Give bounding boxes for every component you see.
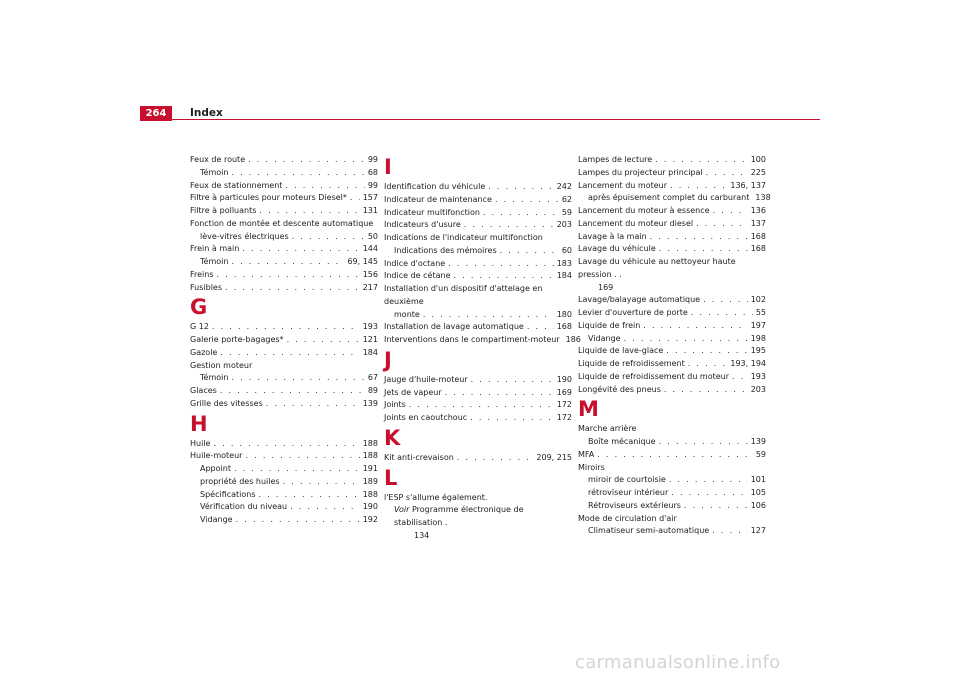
index-entry xyxy=(384,207,572,220)
entry-text: Témoin xyxy=(200,373,229,383)
index-entry xyxy=(578,384,766,397)
index-subentry xyxy=(578,474,766,487)
index-entry xyxy=(578,307,766,320)
entry-dots xyxy=(213,438,359,451)
entry-text: Climatiseur semi-automatique xyxy=(588,526,710,536)
index-entry xyxy=(384,321,572,334)
entry-page[interactable]: 193 xyxy=(362,322,378,332)
entry-dots xyxy=(471,374,554,387)
entry-page[interactable]: 198 xyxy=(750,333,766,343)
index-entry xyxy=(190,385,378,398)
entry-dots xyxy=(713,205,748,218)
entry-dots xyxy=(259,205,359,218)
entry-text: Jauge d'huile-moteur xyxy=(384,374,468,384)
entry-page[interactable]: 100 xyxy=(750,155,766,164)
index-entry xyxy=(190,154,378,167)
index-entry xyxy=(578,218,766,231)
entry-dots: . xyxy=(442,518,448,527)
entry-page[interactable]: 188 xyxy=(362,451,378,461)
index-entry xyxy=(190,398,378,411)
index-entry xyxy=(384,219,572,232)
index-entry-see xyxy=(384,504,572,542)
index-entry xyxy=(384,452,572,465)
index-entry xyxy=(578,358,766,371)
entry-text: Vidange xyxy=(588,333,621,343)
entry-text: Lancement du moteur diesel xyxy=(578,218,694,228)
entry-dots xyxy=(691,307,753,320)
entry-page[interactable]: 203 xyxy=(556,220,572,230)
index-subentry xyxy=(190,476,378,489)
entry-dots xyxy=(483,207,559,220)
index-column-2 xyxy=(384,154,581,543)
entry-page[interactable]: 134 xyxy=(414,530,430,540)
entry-page[interactable]: 60 xyxy=(561,245,572,255)
index-subentry xyxy=(578,525,766,538)
entry-page[interactable]: 203 xyxy=(750,384,766,394)
entry-dots xyxy=(664,384,748,397)
watermark[interactable]: carmanualsonline.info xyxy=(575,652,781,673)
entry-dots xyxy=(445,387,554,400)
entry-dots xyxy=(283,476,360,489)
entry-page[interactable]: 184 xyxy=(362,347,378,357)
entry-page[interactable]: 121 xyxy=(362,335,378,344)
entry-text: Frein à main xyxy=(190,244,240,254)
entry-text: Kit anti-crevaison xyxy=(384,452,454,462)
entry-dots xyxy=(670,180,727,193)
entry-page[interactable]: 183 xyxy=(556,258,572,268)
index-entry xyxy=(578,345,766,358)
entry-text: Filtre à polluants xyxy=(190,206,257,215)
entry-dots xyxy=(712,525,748,538)
index-entry xyxy=(384,387,572,400)
entry-text: Longévité des pneus xyxy=(578,384,661,394)
entry-dots xyxy=(643,320,747,333)
entry-dots xyxy=(225,282,360,295)
entry-dots xyxy=(659,436,748,449)
entry-page[interactable]: 55 xyxy=(755,308,766,317)
index-entry-heading: Marche arrière xyxy=(578,424,637,434)
index-entry xyxy=(384,374,572,387)
entry-dots xyxy=(448,258,554,271)
entry-page[interactable]: 192 xyxy=(362,515,378,524)
entry-dots xyxy=(696,218,748,231)
entry-dots xyxy=(624,333,748,346)
entry-page[interactable]: 169 xyxy=(598,282,614,292)
entry-text: Joints xyxy=(384,400,406,410)
entry-dots xyxy=(470,412,554,425)
entry-text: Rétroviseurs extérieurs xyxy=(588,500,681,510)
entry-page[interactable]: 89 xyxy=(367,386,378,395)
entry-dots xyxy=(236,514,360,527)
entry-text: Gazole xyxy=(190,347,218,357)
entry-page[interactable]: 188 xyxy=(362,438,378,448)
entry-page[interactable]: 180 xyxy=(556,309,572,319)
index-entry xyxy=(384,412,572,425)
page-title: Index xyxy=(190,107,223,119)
section-letter: J xyxy=(384,347,392,372)
entry-text: lève-vitres électriques xyxy=(200,231,289,241)
index-entry xyxy=(384,181,572,194)
entry-text: Liquide de frein xyxy=(578,320,641,330)
index-entry xyxy=(190,269,378,282)
entry-page[interactable]: 106 xyxy=(750,500,766,510)
entry-text: Lavage du véhicule xyxy=(578,244,656,254)
entry-page[interactable]: 99 xyxy=(367,180,378,190)
index-entry xyxy=(190,192,378,205)
entry-text: Spécifications xyxy=(200,489,256,499)
entry-text: Lampes de lecture xyxy=(578,155,653,164)
index-subentry xyxy=(190,256,378,269)
entry-text: Vérification du niveau xyxy=(200,502,288,512)
entry-page[interactable]: 217 xyxy=(362,282,378,292)
index-entry xyxy=(578,371,766,384)
entry-text: Freins xyxy=(190,269,214,279)
index-subentry xyxy=(578,192,771,205)
entry-text: Lancement du moteur à essence xyxy=(578,206,710,215)
index-subentry xyxy=(190,489,378,502)
entry-dots xyxy=(671,487,747,500)
entry-page[interactable]: 172 xyxy=(556,413,572,422)
index-entry xyxy=(578,243,766,256)
entry-page-wrap xyxy=(394,530,572,543)
index-entry xyxy=(578,167,766,180)
index-entry-heading: Indications de l'indicateur multifonction xyxy=(384,233,543,242)
entry-dots xyxy=(245,450,359,463)
index-entry xyxy=(190,450,378,463)
entry-text: MFA xyxy=(578,449,595,459)
index-entry-heading: l'ESP s'allume également. xyxy=(384,492,488,502)
index-subentry xyxy=(190,372,378,385)
entry-page[interactable]: 172 xyxy=(556,400,572,410)
index-entry xyxy=(578,449,766,462)
index-entry xyxy=(578,154,766,167)
entry-dots xyxy=(659,243,748,256)
entry-page[interactable]: 139 xyxy=(750,437,766,446)
entry-page[interactable]: 189 xyxy=(362,476,378,486)
entry-dots xyxy=(495,194,559,207)
entry-dots xyxy=(464,219,554,232)
entry-dots xyxy=(457,452,534,465)
index-entry xyxy=(384,258,572,271)
entry-dots xyxy=(220,347,359,360)
entry-text: Filtre à particules pour moteurs Diesel* xyxy=(190,193,347,203)
entry-dots xyxy=(666,345,747,358)
entry-dots xyxy=(248,154,365,167)
entry-page[interactable]: 68 xyxy=(367,167,378,177)
entry-page[interactable]: 191 xyxy=(362,464,378,473)
index-entry xyxy=(578,231,766,244)
entry-dots xyxy=(231,372,364,385)
entry-dots xyxy=(287,334,360,347)
section-letter: I xyxy=(384,155,392,179)
entry-page[interactable]: 127 xyxy=(750,526,766,536)
index-subentry xyxy=(190,167,378,180)
entry-dots xyxy=(688,358,728,371)
entry-page[interactable]: 59 xyxy=(755,449,766,459)
index-entry xyxy=(578,205,766,218)
index-subentry xyxy=(578,436,766,449)
entry-page[interactable]: 168 xyxy=(750,244,766,254)
index-entry xyxy=(190,321,378,334)
entry-dots xyxy=(231,167,364,180)
entry-text: Témoin xyxy=(200,257,229,266)
index-entry-heading: Miroirs xyxy=(578,462,605,472)
entry-dots xyxy=(350,192,360,205)
entry-dots xyxy=(684,500,748,513)
index-entry xyxy=(190,334,378,347)
entry-text: Identification du véhicule xyxy=(384,182,486,191)
entry-text: Glaces xyxy=(190,386,217,395)
entry-dots xyxy=(290,501,360,514)
section-letter: L xyxy=(384,465,398,490)
entry-dots xyxy=(409,399,554,412)
index-entry xyxy=(190,243,378,256)
entry-page[interactable]: 225 xyxy=(750,167,766,177)
entry-page[interactable]: 59 xyxy=(561,207,572,217)
entry-dots xyxy=(597,449,753,462)
index-entry xyxy=(384,399,572,412)
entry-dots xyxy=(488,181,553,194)
entry-page[interactable]: 168 xyxy=(750,231,766,241)
entry-page[interactable]: 105 xyxy=(750,488,766,497)
entry-text: Indicateurs d'usure xyxy=(384,220,461,230)
entry-dots xyxy=(234,463,360,476)
index-entry-heading: Gestion moteur xyxy=(190,360,253,370)
entry-page[interactable]: 184 xyxy=(556,271,572,281)
entry-text: rétroviseur intérieur xyxy=(588,488,669,497)
entry-page[interactable]: 136 xyxy=(750,206,766,215)
index-subentry xyxy=(578,487,766,500)
entry-page[interactable]: 67 xyxy=(367,373,378,383)
entry-page[interactable]: 193, 194 xyxy=(730,359,766,368)
index-column-1 xyxy=(190,154,378,527)
entry-text: Interventions dans le compartiment-moteur xyxy=(384,335,560,344)
entry-text: Lavage du véhicule au nettoyeur haute pression xyxy=(578,257,736,279)
entry-dots xyxy=(292,231,365,244)
entry-text: Jets de vapeur xyxy=(384,387,442,397)
entry-page[interactable]: 131 xyxy=(362,206,378,215)
entry-page[interactable]: 168 xyxy=(556,322,572,332)
entry-page[interactable]: 101 xyxy=(750,475,766,485)
section-letter: H xyxy=(190,411,208,436)
entry-text: Indice de cétane xyxy=(384,271,451,281)
index-subentry xyxy=(190,231,378,244)
entry-page[interactable]: 102 xyxy=(750,295,766,305)
entry-text: après épuisement complet du carburant xyxy=(588,193,750,203)
entry-page[interactable]: 190 xyxy=(362,502,378,512)
entry-dots xyxy=(212,321,360,334)
entry-text: Feux de stationnement xyxy=(190,180,283,190)
entry-page[interactable]: 144 xyxy=(362,244,378,254)
entry-dots xyxy=(650,231,748,244)
entry-page[interactable]: 157 xyxy=(362,193,378,203)
entry-page[interactable]: 188 xyxy=(362,489,378,499)
entry-dots xyxy=(655,154,748,167)
entry-page[interactable]: 242 xyxy=(556,182,572,191)
entry-text: Galerie porte-bagages* xyxy=(190,335,284,344)
entry-text: Installation de lavage automatique xyxy=(384,322,524,332)
entry-dots xyxy=(423,309,554,322)
entry-text: Indicateur multifonction xyxy=(384,207,480,217)
entry-text: G 12 xyxy=(190,322,209,332)
entry-page[interactable]: 197 xyxy=(750,320,766,330)
entry-text: Vidange xyxy=(200,515,233,524)
index-entry xyxy=(190,347,378,360)
index-entry-heading: Fonction de montée et descente automatique xyxy=(190,218,374,228)
entry-page[interactable]: 193 xyxy=(750,371,766,381)
index-subentry xyxy=(190,501,378,514)
entry-page[interactable]: 195 xyxy=(750,346,766,356)
index-column-3 xyxy=(578,154,771,538)
entry-text: Huile-moteur xyxy=(190,451,243,461)
entry-text: monte xyxy=(394,309,420,319)
entry-dots xyxy=(285,180,364,193)
index-entry xyxy=(190,282,378,295)
entry-text: Huile xyxy=(190,438,211,448)
index-subentry xyxy=(578,333,766,346)
index-entry-heading: Installation d'un dispositif d'attelage en deuxième xyxy=(384,284,543,306)
entry-dots xyxy=(527,321,554,334)
index-subentry xyxy=(384,309,572,322)
entry-text: Indicateur de maintenance xyxy=(384,194,492,204)
entry-text: propriété des huiles xyxy=(200,476,280,486)
entry-page[interactable]: 190 xyxy=(556,374,572,384)
entry-text: Lampes du projecteur principal xyxy=(578,167,703,177)
section-letter: K xyxy=(384,425,401,450)
entry-dots xyxy=(242,243,359,256)
entry-text: Programme électronique de stabilisation xyxy=(394,505,524,527)
entry-text: Lavage/balayage automatique xyxy=(578,295,701,305)
index-entry xyxy=(384,334,581,347)
index-entry xyxy=(578,294,766,307)
header-rule xyxy=(172,119,820,120)
index-entry xyxy=(384,194,572,207)
entry-page[interactable]: 169 xyxy=(556,387,572,397)
entry-dots xyxy=(259,489,360,502)
see-label: Voir xyxy=(394,505,410,515)
section-letter: M xyxy=(578,397,599,422)
entry-text: Fusibles xyxy=(190,282,223,292)
index-entry xyxy=(384,270,572,283)
page-number: 264 xyxy=(140,106,172,121)
entry-dots xyxy=(231,256,344,269)
section-letter: G xyxy=(190,295,208,320)
entry-page[interactable]: 69, 145 xyxy=(347,257,378,266)
entry-text: Liquide de refroidissement xyxy=(578,359,685,368)
entry-dots xyxy=(703,294,748,307)
entry-text: miroir de courtoisie xyxy=(588,475,666,485)
index-entry xyxy=(578,180,766,193)
entry-dots xyxy=(454,270,554,283)
entry-page[interactable]: 136, 137 xyxy=(730,180,766,190)
entry-text: Feux de route xyxy=(190,155,246,164)
entry-page[interactable]: 209, 215 xyxy=(536,452,572,462)
entry-text: Boîte mécanique xyxy=(588,437,656,446)
index-subentry xyxy=(190,514,378,527)
index-subentry xyxy=(578,500,766,513)
index-subentry xyxy=(384,245,572,258)
entry-text: Levier d'ouverture de porte xyxy=(578,308,688,317)
index-entry xyxy=(578,320,766,333)
entry-text: Indications des mémoires xyxy=(394,245,497,255)
index-subentry xyxy=(190,463,378,476)
entry-dots xyxy=(220,385,365,398)
entry-dots xyxy=(266,398,360,411)
entry-page-wrap xyxy=(578,282,766,295)
entry-dots: . . xyxy=(611,269,622,279)
entry-text: Appoint xyxy=(200,464,231,473)
index-entry xyxy=(578,256,766,294)
entry-page[interactable]: 50 xyxy=(367,231,378,241)
entry-dots xyxy=(669,474,748,487)
entry-text: Liquide de refroidissement du moteur xyxy=(578,371,730,381)
entry-dots xyxy=(217,269,360,282)
entry-page[interactable]: 62 xyxy=(561,194,572,204)
entry-page[interactable]: 99 xyxy=(367,155,378,164)
entry-text: Lancement du moteur xyxy=(578,180,668,190)
entry-page[interactable]: 156 xyxy=(362,269,378,279)
entry-text: Indice d'octane xyxy=(384,258,446,268)
entry-dots xyxy=(732,371,748,384)
entry-page[interactable]: 137 xyxy=(750,218,766,228)
entry-page[interactable]: 139 xyxy=(362,398,378,408)
entry-page[interactable]: 138 xyxy=(755,193,771,203)
entry-text: Lavage à la main xyxy=(578,231,647,241)
entry-dots xyxy=(500,245,559,258)
entry-page[interactable]: 186 xyxy=(565,335,581,344)
entry-text: Liquide de lave-glace xyxy=(578,346,664,356)
index-entry xyxy=(190,205,378,218)
entry-text: Grille des vitesses xyxy=(190,398,263,408)
index-entry xyxy=(190,438,378,451)
entry-text: Joints en caoutchouc xyxy=(384,413,468,422)
index-entry xyxy=(190,180,378,193)
entry-dots xyxy=(706,167,748,180)
index-entry-heading: Mode de circulation d'air xyxy=(578,513,677,523)
entry-text: Témoin xyxy=(200,167,229,177)
